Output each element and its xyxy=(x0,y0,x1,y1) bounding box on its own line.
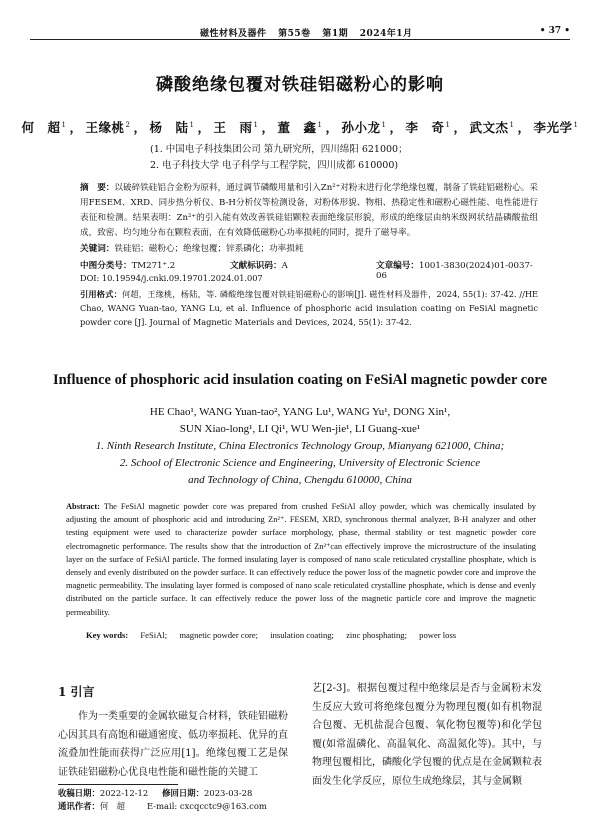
abstract-en-label: Abstract: xyxy=(66,502,100,511)
keywords-cn-label: 关键词： xyxy=(80,244,115,254)
footnote-dates: 收稿日期：2022-12-12 修回日期：2023-03-28 xyxy=(58,788,253,798)
journal-name: 磁性材料及器件 xyxy=(200,29,267,39)
revised-date: 2023-03-28 xyxy=(204,788,253,798)
doi: DOI: 10.19594/j.cnki.09.19701.2024.01.007 xyxy=(80,273,263,283)
journal-volume: 第55卷 xyxy=(278,29,311,39)
author-cn: 李 奇$^1$ xyxy=(405,120,451,135)
keyword-en: FeSiAl; xyxy=(140,630,168,640)
author-cn: 王缘桃$^2$ xyxy=(85,120,131,135)
section-heading-introduction: 1 引言 xyxy=(58,685,95,699)
author-cn: 王 雨$^1$ xyxy=(213,120,259,135)
keyword-en: power loss xyxy=(419,630,457,640)
keyword-en: insulation coating; xyxy=(270,630,334,640)
authors-en-line-1: HE Chao¹, WANG Yuan-tao², YANG Lu¹, WANG Yu¹, DONG Xin¹, xyxy=(149,406,451,418)
received-date: 2022-12-12 xyxy=(99,788,149,798)
article-number: 文章编号：1001-3830(2024)01-0037-06 xyxy=(376,261,533,281)
abstract-cn-label: 摘 要： xyxy=(80,183,115,193)
page-header xyxy=(30,26,570,40)
journal-date: 2024年1月 xyxy=(359,29,413,39)
title-cn: 磷酸绝缘包覆对铁硅铝磁粉心的影响 xyxy=(156,75,444,95)
abstract-cn-text: 以破碎铁硅铝合金粉为原料，通过调节磷酸用量和引入Zn²⁺对粉末进行化学绝缘包覆，制备了铁硅铝磁粉心。采用FESEM、XRD、同步热分析仪、B-H分析仪等检测设备，对粉体形貌、物相、热稳定性和磁粉心磁性能、电性能进行表征和检测。结果表明：Zn²⁺的引入能有效改善铁硅铝颗粒表面绝缘层形貌，形成的绝缘层由纳米级网状结晶磷酸盐组成，致密、均匀地分布在颗粒表面，在有效降低磁粉心功率损耗的同时，提升了磁导率。 xyxy=(80,183,538,238)
corresponding-author: 何 超 xyxy=(99,801,125,811)
footnote-correspondence: 通讯作者：何 超 E-mail: cxcqcctc9@163.com xyxy=(58,801,267,811)
affiliation-en-2: 2. School of Electronic Science and Engineering, University of Electronic Science xyxy=(119,457,481,469)
author-cn: 孙小龙$^1$ xyxy=(341,120,387,135)
title-en: Influence of phosphoric acid insulation coating on FeSiAl magnetic powder core xyxy=(52,372,548,388)
keyword-en: magnetic powder core; xyxy=(179,630,259,640)
body-text-right-column: 艺[2-3]。根据包覆过程中绝缘层是否与金属粉末发生反应大致可将绝缘包覆分为物理包覆(如有机物混合包覆、无机盐混合包覆、氧化物包覆等)和化学包覆(如常温磷化、高温氧化、高温氮化等)。其中，与物理包覆相比，磷酸化学包覆的优点是在金属颗粒表面发生化学反应，原位生成绝缘层，其与金属颗 xyxy=(312,683,542,787)
body-text-left-column: 作为一类重要的金属软磁复合材料，铁硅铝磁粉心因其具有高饱和磁通密度、低功率损耗、优异的直流叠加性能而获得广泛应用[1]。绝缘包覆工艺是保证铁硅铝磁粉心优良电性能和磁性能的关键工 xyxy=(58,711,288,778)
affiliation-cn-2: 2. 电子科技大学 电子科学与工程学院，四川成都 610000) xyxy=(150,160,399,171)
citation-text: 何超，王缘桃，杨陆，等. 磷酸绝缘包覆对铁硅铝磁粉心的影响[J]. 磁性材料及器件，2024, 55(1): 37-42. //HE Chao, WANG Yuan-tao, YANG Lu, et al. Influence of phosphoric acid insulation coating on FeSiAl magnetic powder core [J]. Journal of Magnetic Materials and Devices, 2024, 55(1): 37-42. xyxy=(80,289,538,327)
clc-number: 中图分类号：TM271⁺.2 xyxy=(80,261,176,271)
author-cn: 武文杰$^1$ xyxy=(469,120,515,135)
author-cn: 杨 陆$^1$ xyxy=(149,120,195,135)
page-number: • 37 • xyxy=(539,26,570,36)
affiliation-cn-1: (1. 中国电子科技集团公司 第九研究所，四川绵阳 621000； xyxy=(150,144,408,155)
abstract-cn xyxy=(80,181,538,241)
authors-en-line-2: SUN Xiao-long¹, LI Qi¹, WU Wen-jie¹, LI Guang-xue¹ xyxy=(179,423,421,435)
author-cn: 董 鑫$^1$ xyxy=(277,120,323,135)
keywords-cn xyxy=(80,242,303,254)
document-code: 文献标识码：A xyxy=(230,261,288,271)
citation-label: 引用格式： xyxy=(80,289,122,299)
footnote-divider xyxy=(58,784,178,785)
citation-format xyxy=(80,287,538,329)
journal-issue: 第1期 xyxy=(322,29,349,39)
keyword-en: zinc phosphating; xyxy=(346,630,407,640)
author-email[interactable]: cxcqcctc9@163.com xyxy=(179,801,267,811)
abstract-en-text: The FeSiAl magnetic powder core was prepared from crushed FeSiAl alloy powder, which was chemically insulated by adjusting the amount of phosphoric acid and introducing Zn²⁺. FESEM, XRD, synchronous thermal analyzer, B-H analyzer and other testing equipment were used to characterize powder surface morphology, phase, thermal stability or test magnetic powder core electromagnetic performance. The results show that the introduction of Zn²⁺can effectively improve the microstructure of the insulating layer on the surface of FeSiAl particle. The formed insulating layer is composed of nano scale reticulated crystalline phosphate, which is densely and evenly distributed on the powder surface. It can effectively reduce the power loss of the magnetic powder core and improve the magnetic permeability. The insulating layer formed is composed of nano scale reticulated crystalline phosphate, which is dense and evenly distributed on the particle surface. It can effectively reduce the power loss of the magnetic particle core and improve the magnetic permeability. xyxy=(66,502,536,617)
author-cn: 何 超$^1$ xyxy=(21,120,67,135)
author-cn: 李光学$^1$ xyxy=(533,120,579,135)
keywords-en-label: Key words: xyxy=(86,630,129,640)
keywords-cn-text: 铁硅铝；磁粉心；绝缘包覆；锌系磷化；功率损耗 xyxy=(114,244,304,254)
affiliation-en-3: and Technology of China, Chengdu 610000, China xyxy=(188,474,412,486)
abstract-en xyxy=(66,500,536,619)
journal-info xyxy=(200,26,421,39)
authors-cn: 何 超$^1$ ， 王缘桃$^2$ ， 杨 陆$^1$ ， 王 雨$^1$ ， 董 鑫$^1$ ， 孙小龙$^1$ ， 李 奇$^1$ ， 武文杰$^1$ ， 李光学$^1$ xyxy=(21,120,579,135)
keywords-en xyxy=(86,630,466,640)
affiliation-en-1: 1. Ninth Research Institute, China Electronics Technology Group, Mianyang 621000, China; xyxy=(95,440,505,452)
